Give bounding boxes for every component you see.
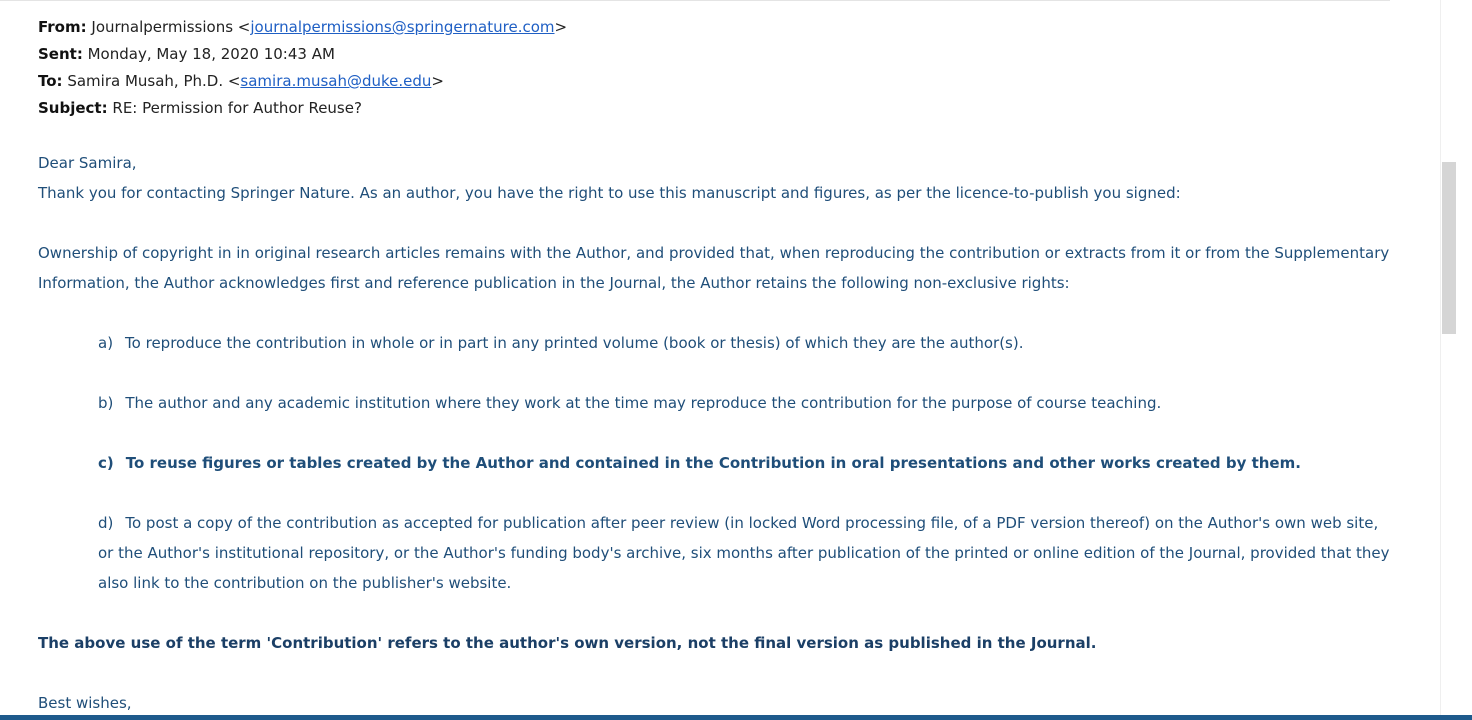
vertical-scrollbar[interactable] (1440, 0, 1459, 716)
item-text: To reuse figures or tables created by the Author and contained in the Contribution in oral presentations and other works created by them. (125, 454, 1301, 472)
item-text: The author and any academic institution where they work at the time may reproduce the contribution for the purpose of course teaching. (125, 394, 1162, 412)
greeting: Dear Samira, (38, 154, 137, 172)
subject-line (38, 99, 362, 117)
scrollbar-thumb[interactable] (1442, 162, 1456, 334)
to-label: To: (38, 72, 63, 90)
ownership-paragraph: Ownership of copyright in in original research articles remains with the Author, and provided that, when reproducing the contribution or extracts from it or from the Supplementary Information, the Author acknowledges first and reference publication in the Journal, the Author retains the following non-exclusive rights: (38, 244, 1390, 292)
item-marker: c) (98, 454, 114, 472)
to-close: > (431, 72, 444, 90)
from-label: From: (38, 18, 87, 36)
to-line (38, 72, 444, 90)
right-item-b (98, 388, 1398, 418)
from-line (38, 18, 567, 36)
subject-value: RE: Permission for Author Reuse? (112, 99, 362, 117)
closing: Best wishes, (38, 694, 132, 712)
bottom-bar (0, 715, 1472, 720)
to-email-link[interactable]: samira.musah@duke.edu (240, 72, 432, 90)
item-marker: a) (98, 334, 114, 352)
sent-label: Sent: (38, 45, 83, 63)
contribution-note: The above use of the term 'Contribution' refers to the author's own version, not the final version as published in the Journal. (38, 634, 1097, 652)
sent-value: Monday, May 18, 2020 10:43 AM (87, 45, 335, 63)
sent-line (38, 45, 335, 63)
intro-paragraph: Thank you for contacting Springer Nature. As an author, you have the right to use this manuscript and figures, as per the licence-to-publish you signed: (38, 184, 1181, 202)
to-name: Samira Musah, Ph.D. < (67, 72, 241, 90)
item-marker: d) (98, 514, 114, 532)
from-close: > (554, 18, 568, 36)
item-text: To post a copy of the contribution as accepted for publication after peer review (in locked Word processing file, of a PDF version thereof) on the Author's own web site, or the Author's institutional repository, or the Author's funding body's archive, six months after publication of the printed or online edition of the Journal, provided that they also link to the contribution on the publisher's website. (98, 514, 1390, 592)
right-item-c (98, 448, 1398, 478)
from-email-link[interactable]: journalpermissions@springernature.com (250, 18, 555, 36)
subject-label: Subject: (38, 99, 108, 117)
from-name: Journalpermissions < (91, 18, 251, 36)
right-item-d (98, 508, 1398, 598)
header-divider (0, 0, 1390, 1)
right-item-a (98, 328, 1398, 358)
item-marker: b) (98, 394, 114, 412)
item-text: To reproduce the contribution in whole or in part in any printed volume (book or thesis) of which they are the author(s). (125, 334, 1024, 352)
